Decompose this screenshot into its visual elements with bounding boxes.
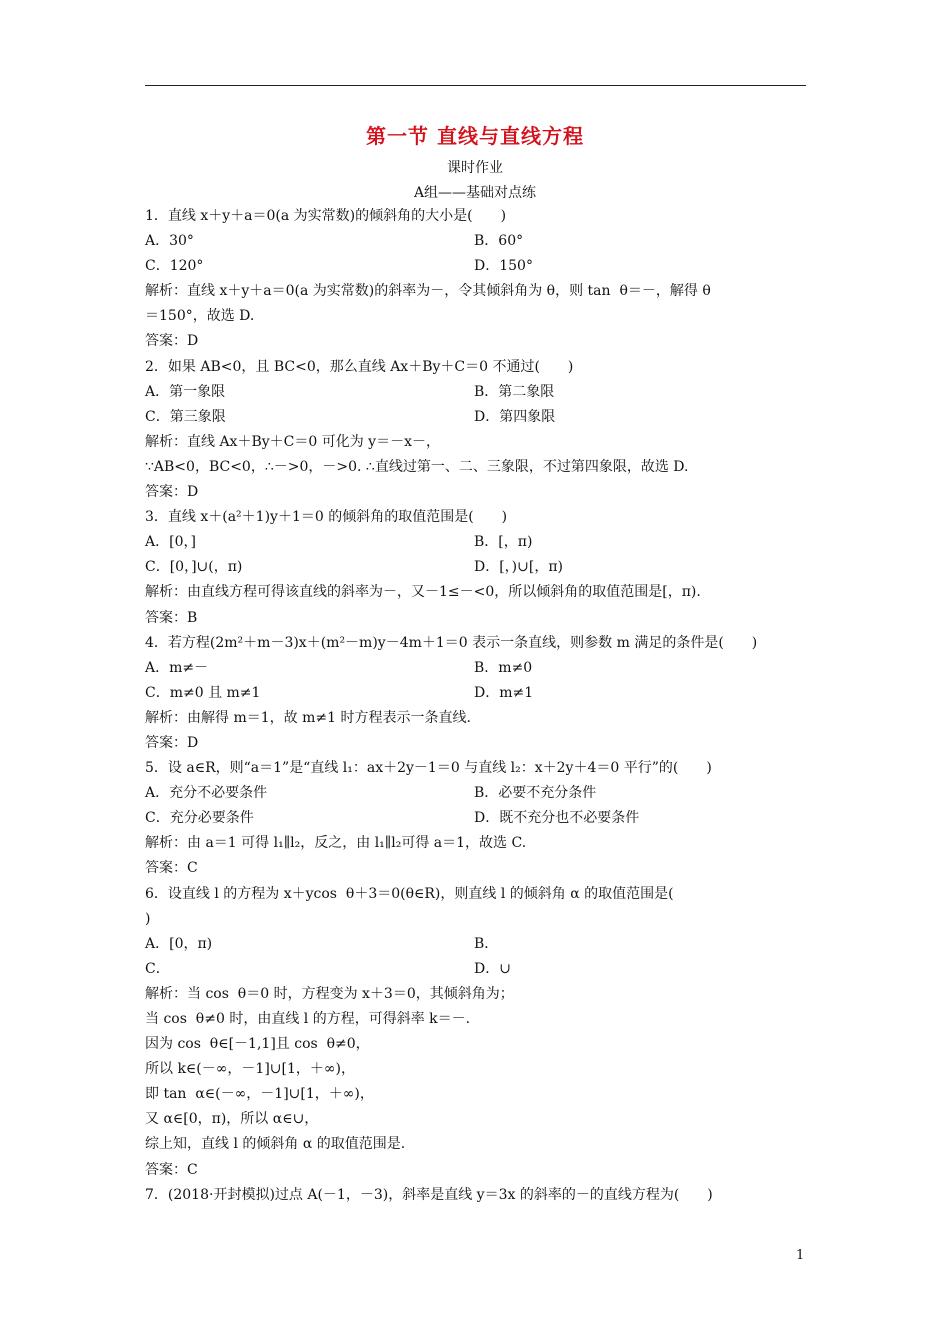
option-left: C．第三象限 — [145, 408, 226, 425]
text-line: 又 α∈[0，π)，所以 α∈∪， — [145, 1111, 319, 1128]
option-right: B． — [474, 935, 499, 952]
option-right: D．∪ — [474, 960, 511, 977]
option-row — [145, 530, 807, 555]
text-line: 1．直线 x＋y＋a＝0(a 为实常数)的倾斜角的大小是( ) — [145, 208, 507, 224]
text-line: 解析：直线 x＋y＋a＝0(a 为实常数)的斜率为－，令其倾斜角为 θ，则 tan θ＝－，解得 θ — [145, 283, 711, 300]
option-row — [145, 555, 807, 580]
option-left: C． — [145, 960, 170, 977]
option-right: B．60° — [474, 233, 524, 250]
page-title: 第一节 直线与直线方程 — [366, 124, 584, 148]
option-right: D．[，)∪[，π) — [474, 559, 564, 576]
text-line: 答案：D — [145, 333, 199, 350]
text-line: 4．若方程(2m²＋m－3)x＋(m²－m)y－4m＋1＝0 表示一条直线，则参数 m 满足的条件是( ) — [145, 634, 758, 651]
text-line: 3．直线 x＋(a²＋1)y＋1＝0 的倾斜角的取值范围是( ) — [145, 509, 508, 526]
option-row — [145, 656, 807, 681]
option-left: C．[0，]∪(，π) — [145, 559, 243, 576]
exercise-body — [145, 204, 807, 1208]
option-right: D．150° — [474, 258, 533, 275]
header-rule — [145, 85, 806, 86]
text-line: 答案：C — [145, 860, 198, 877]
option-row — [145, 932, 807, 957]
text-line: 6．设直线 l 的方程为 x＋ycos θ＋3＝0(θ∈R)，则直线 l 的倾斜角 α 的取值范围是( — [145, 885, 674, 902]
text-line: 解析：由 a＝1 可得 l₁∥l₂，反之，由 l₁∥l₂可得 a＝1，故选 C. — [145, 835, 527, 852]
text-line: 解析：当 cos θ＝0 时，方程变为 x＋3＝0，其倾斜角为； — [145, 985, 514, 1002]
text-line: 即 tan α∈(－∞，－1]∪[1，＋∞)， — [145, 1086, 374, 1103]
group-heading: A组——基础对点练 — [413, 185, 537, 201]
text-line: ) — [145, 910, 151, 927]
text-line: 所以 k∈(－∞，－1]∪[1，＋∞)， — [145, 1061, 356, 1078]
option-row — [145, 806, 807, 831]
option-left: A．m≠－ — [145, 659, 209, 676]
option-left: A．充分不必要条件 — [145, 785, 268, 802]
text-line: 答案：D — [145, 484, 199, 501]
text-line: 答案：C — [145, 1161, 198, 1178]
option-right: B．第二象限 — [474, 383, 555, 400]
option-row — [145, 681, 807, 706]
text-line: 5．设 a∈R，则“a＝1”是“直线 l₁：ax＋2y－1＝0 与直线 l₂：x＋2y＋4＝0 平行”的( ) — [145, 760, 712, 777]
option-row — [145, 781, 807, 806]
page-subtitle: 课时作业 — [447, 160, 503, 176]
option-right: B．[，π) — [474, 534, 533, 551]
option-left: C．120° — [145, 258, 204, 275]
option-right: B．必要不充分条件 — [474, 785, 597, 802]
option-left: C．充分必要条件 — [145, 810, 254, 827]
option-right: D．第四象限 — [474, 408, 556, 425]
option-row — [145, 229, 807, 254]
option-left: A．[0，] — [145, 534, 196, 551]
option-row — [145, 405, 807, 430]
text-line: 当 cos θ≠0 时，由直线 l 的方程，可得斜率 k＝－. — [145, 1011, 471, 1027]
text-line: ∵AB<0，BC<0，∴－>0，－>0. ∴直线过第一、二、三象限，不过第四象限，故选 D. — [145, 458, 689, 475]
option-row — [145, 254, 807, 279]
text-line: 答案：D — [145, 734, 199, 751]
text-line: 解析：由直线方程可得该直线的斜率为－，又－1≤－<0，所以倾斜角的取值范围是[，π). — [145, 584, 701, 601]
option-right: B．m≠0 — [474, 659, 533, 676]
text-line: 解析：直线 Ax＋By＋C＝0 可化为 y＝－x－， — [145, 433, 440, 450]
text-line: 综上知，直线 l 的倾斜角 α 的取值范围是. — [145, 1136, 406, 1153]
option-row — [145, 957, 807, 982]
option-left: A．30° — [145, 233, 194, 250]
page-number: 1 — [796, 1248, 805, 1263]
text-line: 解析：由解得 m＝1，故 m≠1 时方程表示一条直线. — [145, 709, 471, 726]
option-right: D．m≠1 — [474, 684, 534, 701]
option-left: A．[0，π) — [145, 935, 213, 952]
option-left: A．第一象限 — [145, 383, 226, 400]
text-line: ＝150°，故选 D. — [145, 308, 255, 325]
option-right: D．既不充分也不必要条件 — [474, 810, 640, 827]
text-line: 7．(2018·开封模拟)过点 A(－1，－3)，斜率是直线 y＝3x 的斜率的－的直线方程为( ) — [145, 1186, 713, 1203]
text-line: 2．如果 AB<0，且 BC<0，那么直线 Ax＋By＋C＝0 不通过( ) — [145, 358, 574, 375]
text-line: 答案：B — [145, 609, 198, 626]
option-left: C．m≠0 且 m≠1 — [145, 684, 261, 701]
text-line: 因为 cos θ∈[－1,1]且 cos θ≠0， — [145, 1036, 370, 1053]
option-row — [145, 380, 807, 405]
